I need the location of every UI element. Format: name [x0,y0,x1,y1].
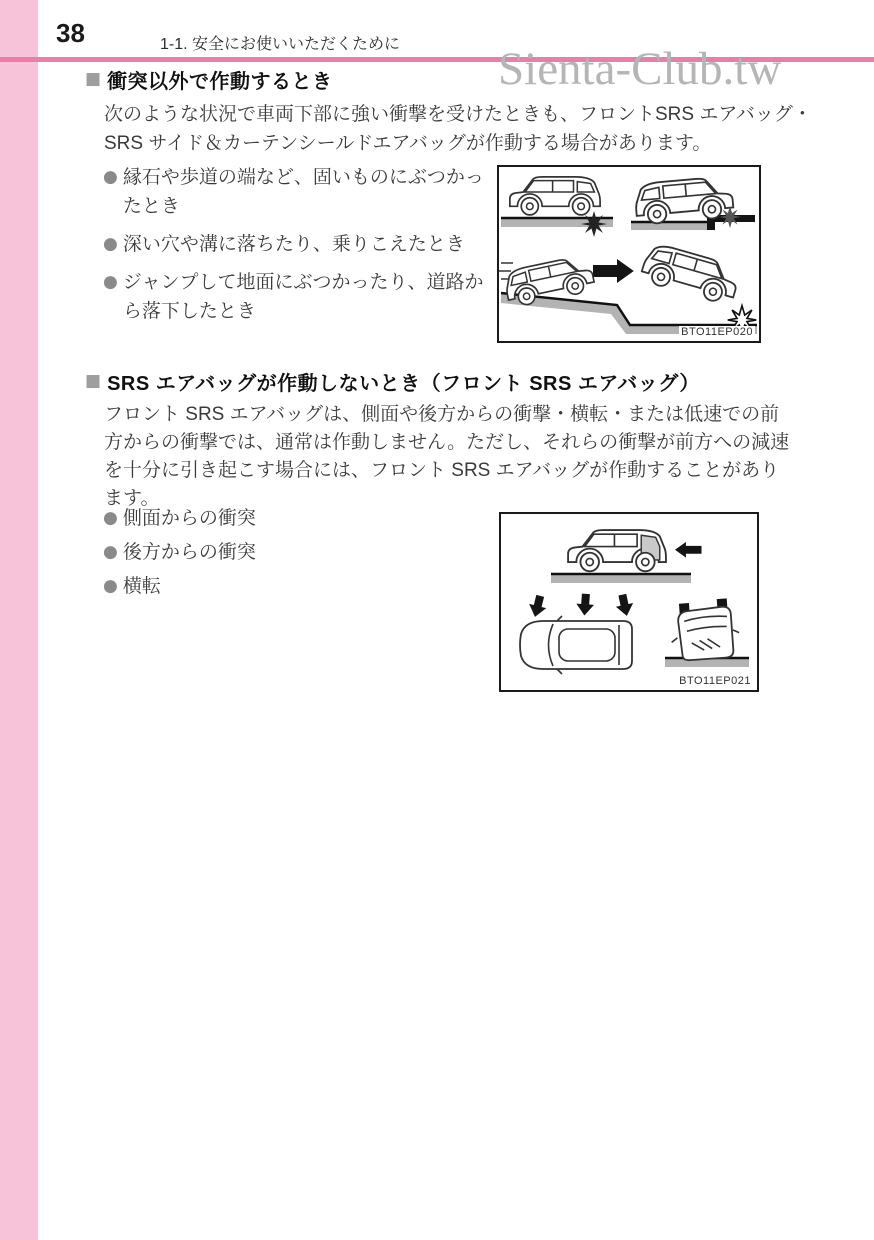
underbody-impact-illustration [499,167,759,341]
car-falling-off-road [499,242,757,335]
arrow-down-icon [576,593,595,616]
figure-no-deploy-cases [499,512,759,692]
paragraph-line: SRS サイド＆カーテンシールドエアバッグが作動する場合があります。 [104,133,712,154]
arrow-right-icon [593,259,634,283]
list-item [103,507,489,530]
section1-heading [85,65,333,94]
bullet-text: ジャンプして地面にぶつかったり、道路から落下したとき [122,272,484,322]
bullet-text: 深い穴や溝に落ちたり、乗りこえたとき [122,234,465,255]
left-accent-bar [0,0,38,1240]
page-number: 38 [56,18,85,48]
figure-caption: BTO11EP021 [679,675,751,687]
bullet-text: 後方からの衝突 [122,542,256,563]
car-step-impact [631,176,755,230]
figure-underbody-impacts [497,165,761,343]
paragraph-line: 方からの衝撃では、通常は作動しません。ただし、それらの衝撃が前方への減速 [104,432,790,453]
section2-bullet-list [103,507,489,609]
paragraph-line: を十分に引き起こす場合には、フロント SRS エアバッグが作動することがあり [104,460,780,481]
paragraph-line: フロント SRS エアバッグは、側面や後方からの衝撃・横転・または低速での前 [104,404,780,425]
car-curb-impact [501,177,613,237]
bullet-text: 縁石や歩道の端など、固いものにぶつかったとき [122,167,484,217]
bullet-icon: ● [103,167,118,187]
bullet-icon: ● [103,508,118,528]
arrow-down-icon [526,594,548,619]
section1-bullet-list [103,163,489,335]
paragraph-line: ます。 [104,488,160,509]
section1-heading-text: 衝突以外で作動するとき [107,71,333,93]
list-item [103,163,489,221]
watermark-text: Sienta-Club.tw [498,43,782,95]
section-marker-icon: ■ [85,371,102,391]
bullet-text: 側面からの衝突 [122,508,256,529]
bullet-icon: ● [103,576,118,596]
arrow-down-icon [614,593,636,618]
section1-paragraph [104,100,812,158]
car-rear-impact [551,530,702,583]
bullet-icon: ● [103,542,118,562]
paragraph-line: 次のような状況で車両下部に強い衝撃を受けたときも、フロントSRS エアバッグ・ [104,104,812,125]
section2-paragraph [104,401,789,513]
car-top-view-downward-forces [520,593,635,674]
list-item [103,575,489,598]
section-marker-icon: ■ [85,69,102,89]
section2-heading-text: SRS エアバッグが作動しないとき（フロント SRS エアバッグ） [107,373,700,395]
car-rollover [665,598,749,667]
chapter-breadcrumb: 1-1. 安全にお使いいただくために [160,36,401,53]
list-item [103,541,489,564]
bullet-icon: ● [103,272,118,292]
bullet-icon: ● [103,234,118,254]
section2-heading [85,367,700,396]
bullet-text: 横転 [122,576,161,597]
list-item [103,230,489,259]
figure-caption: BTO11EP020 [681,326,753,338]
no-deploy-illustration [501,514,757,690]
list-item [103,268,489,326]
arrow-left-icon [675,542,702,558]
